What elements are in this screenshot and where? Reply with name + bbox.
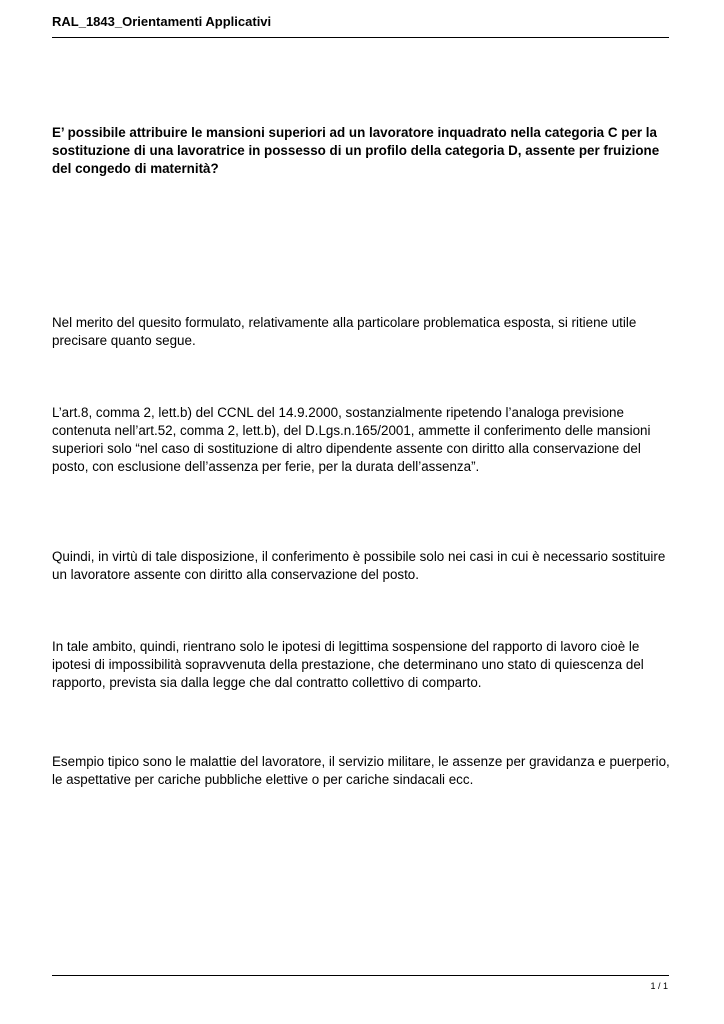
document-title: RAL_1843_Orientamenti Applicativi (52, 14, 272, 29)
paragraph-ccnl-reference: L’art.8, comma 2, lett.b) del CCNL del 14.9.2000, sostanzialmente ripetendo l’analoga previsione contenuta nell’art.52, comma 2, lett.b), del D.Lgs.n.165/2001, ammette il conferimento delle mansioni superiori solo “nel caso di sostituzione di altro dipendente assente con diritto alla conservazione del posto, con esclusione dell’assenza per ferie, per la durata dell’assenza”. (52, 405, 651, 474)
paragraph-conclusion: Quindi, in virtù di tale disposizione, il conferimento è possibile solo nei casi in cui è necessario sostituire un lavoratore assente con diritto alla conservazione del posto. (52, 549, 666, 582)
paragraph-examples: Esempio tipico sono le malattie del lavoratore, il servizio militare, le assenze per gravidanza e puerperio, le aspettative per cariche pubbliche elettive o per cariche sindacali ecc. (52, 754, 670, 787)
page-number: 1 / 1 (650, 981, 668, 991)
paragraph-intro: Nel merito del quesito formulato, relativamente alla particolare problematica esposta, si ritiene utile precisare quanto segue. (52, 315, 637, 348)
header-divider (52, 37, 669, 38)
question-text: E’ possibile attribuire le mansioni superiori ad un lavoratore inquadrato nella categoria C per la sostituzione di una lavoratrice in possesso di un profilo della categoria D, assente per fruizione del congedo di maternità? (52, 125, 660, 176)
footer-divider (52, 975, 669, 976)
paragraph-suspension-cases: In tale ambito, quindi, rientrano solo le ipotesi di legittima sospensione del rapporto di lavoro cioè le ipotesi di impossibilità sopravvenuta della prestazione, che determinano uno stato di quiescenza del rapporto, prevista sia dalla legge che dal contratto collettivo di comparto. (52, 639, 644, 690)
